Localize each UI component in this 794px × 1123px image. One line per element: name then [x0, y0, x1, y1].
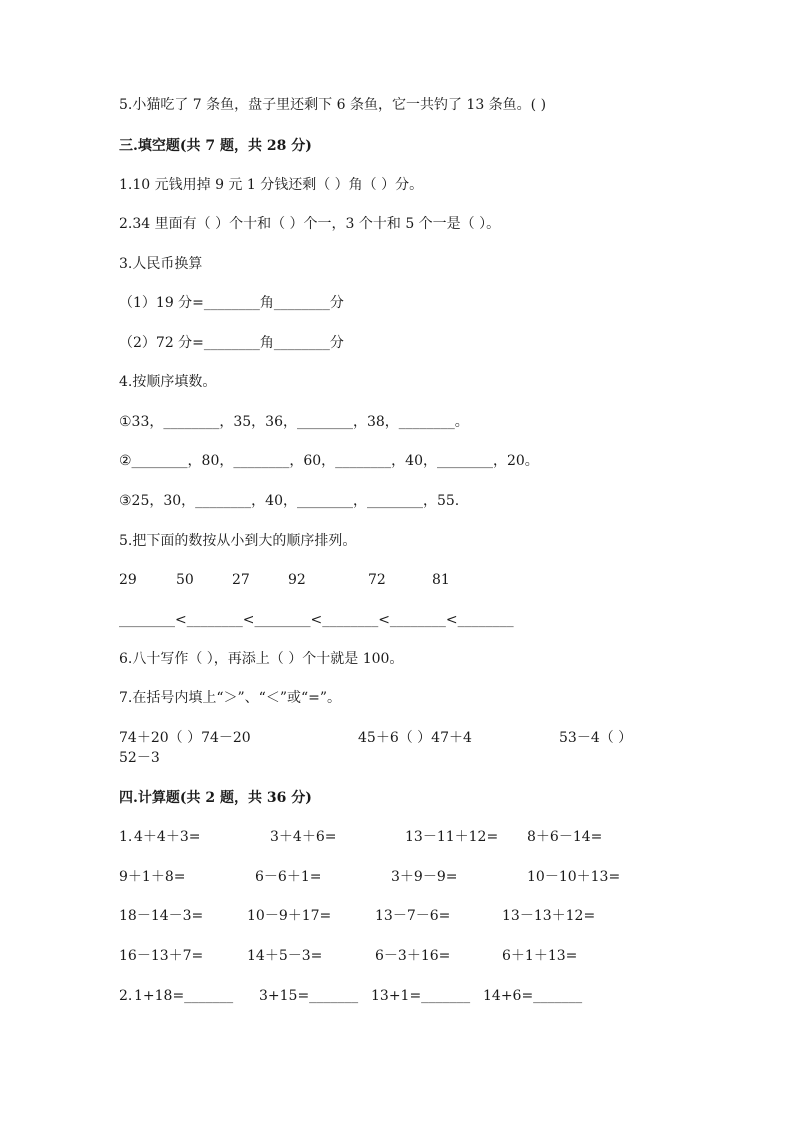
judge-question-5: 5.小猫吃了 7 条鱼，盘子里还剩下 6 条鱼，它一共钓了 13 条鱼。( ): [119, 97, 547, 113]
calc-item: 4＋4＋3=: [134, 829, 201, 845]
calc-question-1-label: 1.: [119, 829, 133, 845]
fill-question-7: 7.在括号内填上“＞”、“＜”或“=”。: [119, 690, 342, 706]
calc-item: 13－11＋12=: [405, 829, 499, 845]
number-item: 72: [368, 572, 386, 588]
compare-item: 53－4（ ）: [559, 730, 633, 746]
calc-item: 3＋9－9=: [391, 869, 458, 885]
compare-item: 74＋20（ ）74－20: [119, 730, 251, 746]
number-item: 29: [119, 572, 137, 588]
section-4-title: 四.计算题(共 2 题，共 36 分): [119, 790, 312, 806]
calc-question-2-label: 2.: [119, 988, 133, 1004]
fill-question-4-part-3: ③25，30，________，40，________，________，55.: [119, 493, 460, 509]
number-item: 81: [432, 572, 450, 588]
fill-question-3-part-1: （1）19 分=________角________分: [119, 295, 344, 311]
compare-item-wrap: 52－3: [119, 750, 160, 766]
ordering-blanks: ________<________<________<________<________<________: [119, 612, 514, 628]
calc2-item: 1+18=_______: [134, 988, 234, 1004]
fill-question-4: 4.按顺序填数。: [119, 374, 217, 390]
calc-item: 3＋4＋6=: [270, 829, 337, 845]
fill-question-3-part-2: （2）72 分=________角________分: [119, 335, 344, 351]
calc-item: 16－13＋7=: [119, 948, 204, 964]
calc-item: 10－10＋13=: [527, 869, 621, 885]
fill-question-5: 5.把下面的数按从小到大的顺序排列。: [119, 533, 357, 549]
calc-item: 10－9＋17=: [247, 908, 332, 924]
compare-item: 45＋6（ ）47＋4: [358, 730, 472, 746]
calc-item: 8＋6－14=: [527, 829, 603, 845]
number-item: 92: [288, 572, 306, 588]
fill-question-1: 1.10 元钱用掉 9 元 1 分钱还剩（ ）角（ ）分。: [119, 177, 424, 193]
calc2-item: 14+6=_______: [483, 988, 583, 1004]
fill-question-4-part-1: ①33，________，35，36，________，38，________。: [119, 414, 469, 430]
calc-item: 13－7－6=: [375, 908, 451, 924]
calc2-item: 3+15=_______: [259, 988, 359, 1004]
fill-question-3: 3.人民币换算: [119, 256, 203, 272]
number-item: 50: [176, 572, 194, 588]
calc-item: 14＋5－3=: [247, 948, 323, 964]
calc-item: 13－13＋12=: [502, 908, 596, 924]
calc-item: 6＋1＋13=: [502, 948, 578, 964]
calc-item: 6－6＋1=: [255, 869, 322, 885]
section-3-title: 三.填空题(共 7 题，共 28 分): [119, 138, 312, 154]
fill-question-2: 2.34 里面有（ ）个十和（ ）个一，3 个十和 5 个一是（ ）。: [119, 216, 501, 232]
calc-item: 18－14－3=: [119, 908, 204, 924]
calc-item: 6－3＋16=: [375, 948, 451, 964]
number-item: 27: [232, 572, 250, 588]
calc2-item: 13+1=_______: [371, 988, 471, 1004]
fill-question-6: 6.八十写作（ ），再添上（ ）个十就是 100。: [119, 651, 404, 667]
fill-question-4-part-2: ②________，80，________，60，________，40，________，20。: [119, 453, 539, 469]
calc-item: 9＋1＋8=: [119, 869, 186, 885]
